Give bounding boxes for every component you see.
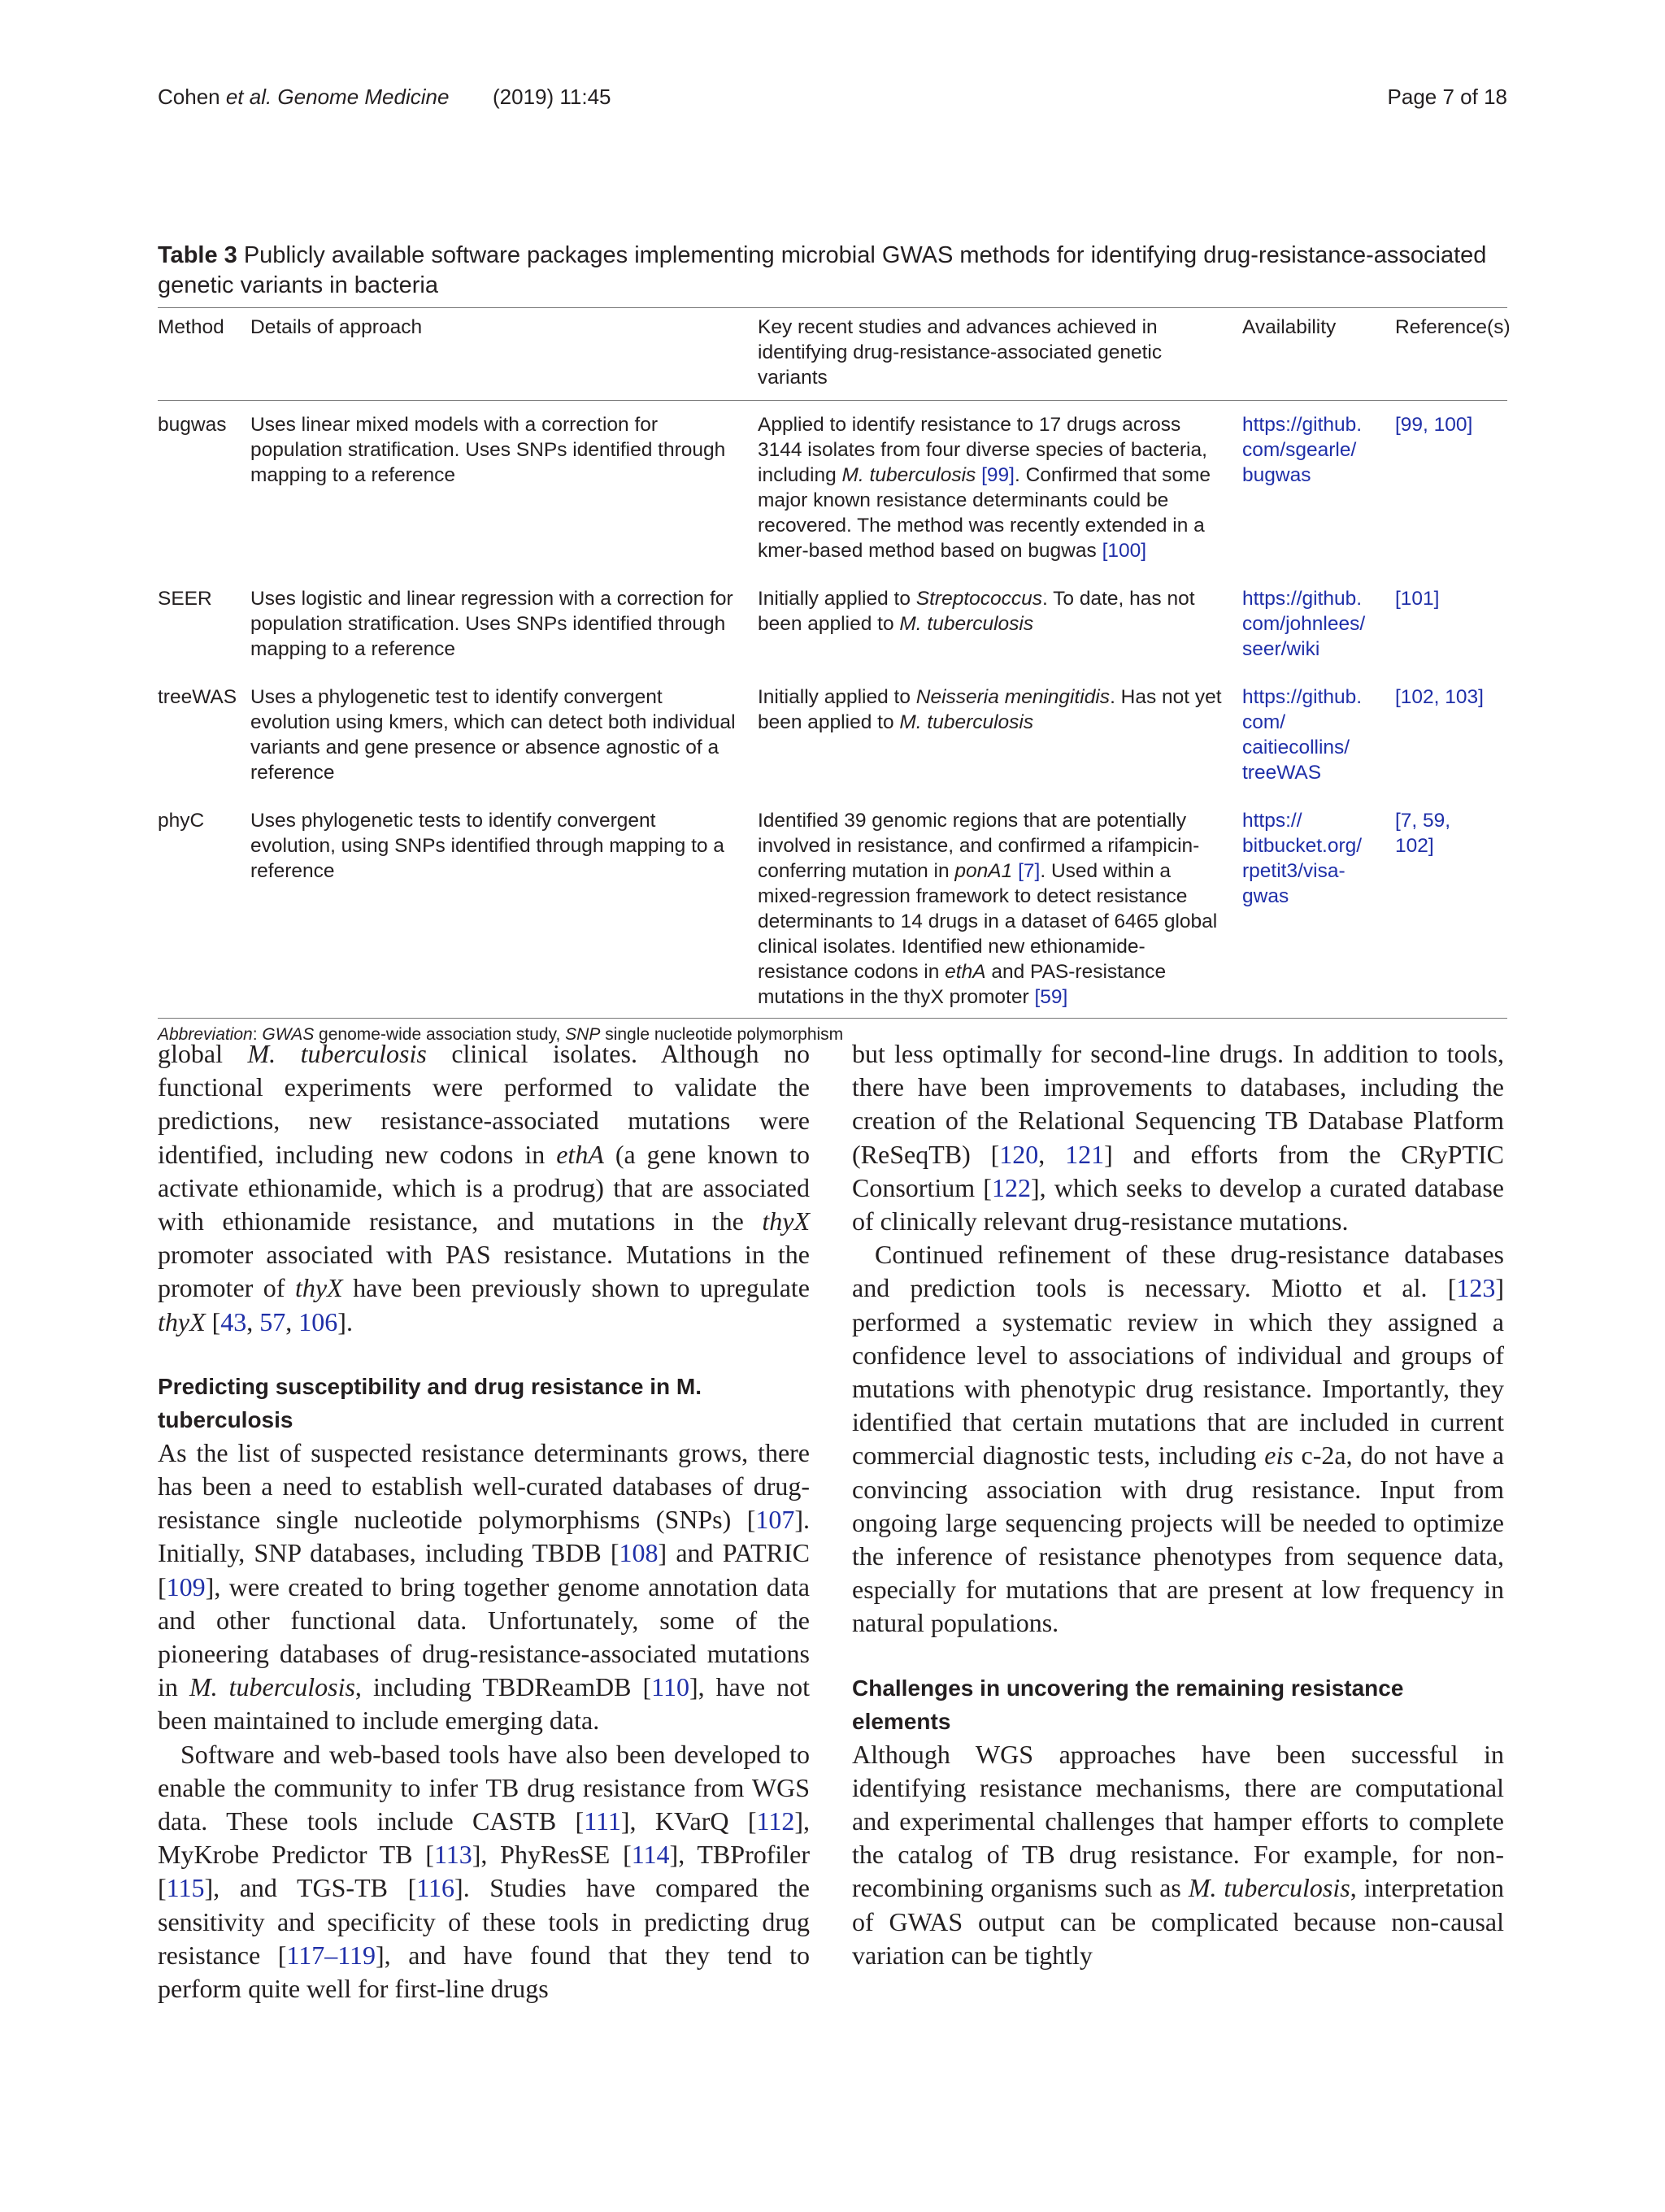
- references-cell: [101]: [1395, 588, 1440, 610]
- references-cell: [7, 59, 102]: [1395, 797, 1507, 1019]
- table-row: [158, 401, 1507, 576]
- studies-cell: Initially applied to Streptococcus. To date, has not been applied to M. tuberculosis: [758, 588, 1195, 635]
- paragraph: Although WGS approaches have been successful in identifying resistance mechanisms, there are computational and experimental challenges that hamper efforts to complete the catalog of TB drug resistance. For example, for non-recombining organisms such as M. tuberculosis, interpretation of GWAS output can be complicated because non-causal variation can be tightly: [852, 1739, 1505, 1970]
- column-header: Key recent studies and advances achieved in identifying drug-resistance-associated genetic variants: [758, 308, 1242, 401]
- table-row: [158, 797, 1507, 1019]
- software-table: [158, 308, 1511, 1019]
- details-cell: Uses a phylogenetic test to identify convergent evolution using kmers, which can detect both individual variants and gene presence or absence agnostic of a reference: [250, 686, 736, 784]
- method-cell: phyC: [158, 797, 250, 1019]
- paragraph: global M. tuberculosis clinical isolates. Although no functional experiments were performed to validate the predictions, new resistance-associated mutations were identified, including new codons in ethA (a gene known to activate ethionamide, which is a prodrug) that are associated with ethionamide resistance, and mutations in the thyX promoter associated with PAS resistance. Mutations in the promoter of thyX have been previously shown to upregulate thyX [43, 57, 106].: [158, 1039, 811, 1336]
- availability-link[interactable]: https://github.​com/johnlees/​seer/wiki: [1242, 588, 1366, 660]
- references-cell: [99, 100]: [1395, 414, 1473, 436]
- column-header: Availability: [1242, 308, 1395, 401]
- citation: Cohen et al. Genome Medicine: [158, 85, 450, 109]
- method-cell: SEER: [158, 588, 212, 610]
- table-3: [158, 241, 1511, 1045]
- table-header-row: [158, 308, 1507, 401]
- table-row: [158, 575, 1507, 673]
- running-head: [158, 85, 1507, 117]
- studies-cell: Identified 39 genomic regions that are potentially involved in resistance, and confirmed a rifampicin-conferring mutation in ponA1 [7]. Used within a mixed-regression framework to detect resistance determinants to 14 drugs in a dataset of 6465 global clinical isolates. Identified new ethionamide-resistance codons in ethA and PAS-resistance mutations in the thyX promoter [59]: [758, 797, 1242, 1019]
- section-heading: Predicting susceptibility and drug resistance in M. tuberculosis: [158, 1373, 702, 1432]
- details-cell: Uses phylogenetic tests to identify convergent evolution, using SNPs identified through mapping to a reference: [250, 797, 758, 1019]
- paragraph: Software and web-based tools have also been developed to enable the community to infer TB drug resistance from WGS data. These tools include CASTB [111], KVarQ [112], MyKrobe Predictor TB [113], PhyResSE [114], TBProfiler [115], and TGS-TB [116]. Studies have compared the sensitivity and specificity of these tools in predicting drug resistance [117–119], and have found that they tend to perform quite well for first-line drugs: [158, 1739, 811, 2004]
- table-caption: Table 3 Publicly available software packages implementing microbial GWAS methods for identifying drug-resistance-associated genetic variants in bacteria: [158, 242, 1487, 298]
- section-heading: Challenges in uncovering the remaining resistance elements: [852, 1675, 1404, 1734]
- paragraph: Continued refinement of these drug-resistance databases and prediction tools is necessary. Miotto et al. [123] performed a systematic review in which they assigned a confidence level to associations of individual and groups of mutations with phenotypic drug resistance. Importantly, they identified that certain mutations that are included in current commercial diagnostic tests, including eis c-2a, do not have a convincing association with drug resistance. Input from ongoing large sequencing projects will be needed to optimize the inference of resistance phenotypes from sequence data, especially for mutations that are present at low frequency in natural populations.: [852, 1240, 1505, 1638]
- method-cell: bugwas: [158, 414, 227, 436]
- column-header: Details of approach: [250, 308, 758, 401]
- page-number: Page 7 of 18: [1387, 85, 1507, 109]
- details-cell: Uses logistic and linear regression with a correction for population stratification. Uses SNPs identified through mapping to a reference: [250, 588, 733, 660]
- references-cell: [102, 103]: [1395, 686, 1484, 708]
- body-right-column: [852, 1037, 1504, 1972]
- availability-link[interactable]: https://​bitbucket.org/​rpetit3/visa-​gwas: [1242, 797, 1395, 1019]
- details-cell: Uses linear mixed models with a correction for population stratification. Uses SNPs identified through mapping to a reference: [250, 414, 726, 486]
- studies-cell: Initially applied to Neisseria meningitidis. Has not yet been applied to M. tuberculosis: [758, 686, 1222, 733]
- column-header: Reference(s): [1395, 308, 1507, 401]
- table-body: [158, 401, 1507, 1019]
- table-row: [158, 673, 1507, 797]
- paragraph: but less optimally for second-line drugs. In addition to tools, there have been improvements to databases, including the creation of the Relational Sequencing TB Database Platform (ReSeqTB) [120, 121] and efforts from the CRyPTIC Consortium [122], which seeks to develop a curated database of clinically relevant drug-resistance mutations.: [852, 1039, 1505, 1236]
- body-left-column: [158, 1037, 810, 2006]
- table-footnote: Abbreviation: GWAS genome-wide association study, SNP single nucleotide polymorphism: [158, 1025, 844, 1044]
- paragraph: As the list of suspected resistance determinants grows, there has been a need to establish well-curated databases of drug-resistance single nucleotide polymorphisms (SNPs) [107]. Initially, SNP databases, including TBDB [108] and PATRIC [109], were created to bring together genome annotation data and other functional data. Unfortunately, some of the pioneering databases of drug-resistance-associated mutations in M. tuberculosis, including TBDReamDB [110], have not been maintained to include emerging data.: [158, 1437, 811, 1736]
- studies-cell: Applied to identify resistance to 17 drugs across 3144 isolates from four diverse species of bacteria, including M. tuberculosis [99]. Confirmed that some major known resistance determinants could be recovered. The method was recently extended in a kmer-based method based on bugwas [100]: [758, 414, 1211, 562]
- availability-link[interactable]: https://github.​com/sgearle/​bugwas: [1242, 414, 1363, 486]
- availability-link[interactable]: https://github.​com/​caitiecollins/​treeWAS: [1242, 686, 1363, 784]
- column-header: Method: [158, 308, 250, 401]
- method-cell: treeWAS: [158, 686, 237, 708]
- citation-year: (2019) 11:45: [493, 85, 611, 109]
